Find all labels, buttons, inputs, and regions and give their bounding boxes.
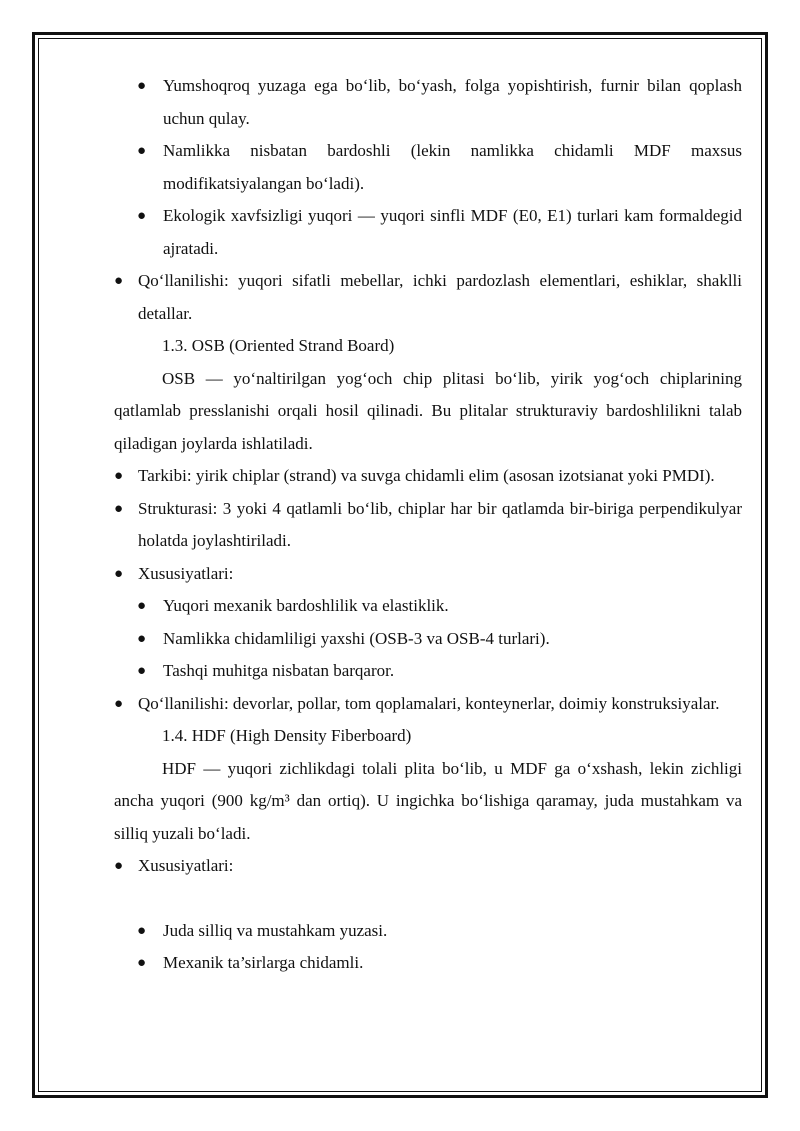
bullet-icon: ●	[137, 922, 147, 939]
list-item: ● Qo‘llanilishi: devorlar, pollar, tom qoplamalari, konteynerlar, doimiy konstruksiyalar.	[114, 688, 742, 721]
bullet-icon: ●	[114, 273, 124, 289]
bullet-icon: ●	[137, 955, 147, 971]
bullet-icon: ●	[114, 695, 124, 712]
bullet-icon: ●	[137, 663, 147, 679]
list-item: ● Strukturasi: 3 yoki 4 qatlamli bo‘lib, chiplar har bir qatlamda bir-biriga perpendikulyar holatda joylashtiriladi.	[114, 493, 742, 558]
paragraph: HDF — yuqori zichlikdagi tolali plita bo‘lib, u MDF ga o‘xshash, lekin zichligi ancha yuqori (900 kg/m³ dan ortiq). U ingichka bo‘lishiga qaramay, juda mustahkam va silliq yuzali bo‘ladi.	[114, 758, 742, 843]
list-item: ● Xususiyatlari:	[114, 850, 742, 883]
list-item: ● Tarkibi: yirik chiplar (strand) va suvga chidamli elim (asosan izotsianat yoki PMDI).	[114, 460, 742, 493]
list-item: ● Ekologik xavfsizligi yuqori — yuqori sinfli MDF (E0, E1) turlari kam formaldegid ajratadi.	[114, 200, 742, 265]
document-body	[114, 70, 742, 980]
list-item: ● Yuqori mexanik bardoshlilik va elastiklik.	[114, 590, 742, 623]
bullet-icon: ●	[114, 858, 124, 874]
list-item: ● Namlikka nisbatan bardoshli (lekin namlikka chidamli MDF maxsus modifikatsiyalangan bo‘ladi).	[114, 135, 742, 200]
paragraph: OSB — yo‘naltirilgan yog‘och chip plitasi bo‘lib, yirik yog‘och chiplarining qatlamlab presslanishi orqali hosil qilinadi. Bu plitalar strukturaviy bardoshlilikni talab qiladigan joylarda ishlatiladi.	[114, 368, 742, 453]
bullet-icon: ●	[114, 500, 124, 517]
bullet-icon: ●	[137, 630, 147, 647]
bullet-icon: ●	[137, 598, 147, 614]
blank-line	[114, 883, 742, 915]
list-item: ● Qo‘llanilishi: yuqori sifatli mebellar, ichki pardozlash elementlari, eshiklar, shaklli detallar.	[114, 265, 742, 330]
bullet-icon: ●	[137, 78, 147, 94]
bullet-icon: ●	[114, 468, 124, 484]
bullet-icon: ●	[114, 565, 124, 582]
list-item: ● Mexanik ta’sirlarga chidamli.	[114, 947, 742, 980]
list-item: ● Tashqi muhitga nisbatan barqaror.	[114, 655, 742, 688]
bullet-icon: ●	[137, 143, 147, 159]
list-item: ● Namlikka chidamliligi yaxshi (OSB-3 va OSB-4 turlari).	[114, 623, 742, 656]
section-heading: 1.4. HDF (High Density Fiberboard)	[162, 726, 412, 745]
list-item: ● Xususiyatlari:	[114, 558, 742, 591]
bullet-icon: ●	[137, 208, 147, 224]
list-item: ● Yumshoqroq yuzaga ega bo‘lib, bo‘yash, folga yopishtirish, furnir bilan qoplash uchun qulay.	[114, 70, 742, 135]
list-item: ● Juda silliq va mustahkam yuzasi.	[114, 915, 742, 948]
section-heading: 1.3. OSB (Oriented Strand Board)	[162, 336, 395, 355]
